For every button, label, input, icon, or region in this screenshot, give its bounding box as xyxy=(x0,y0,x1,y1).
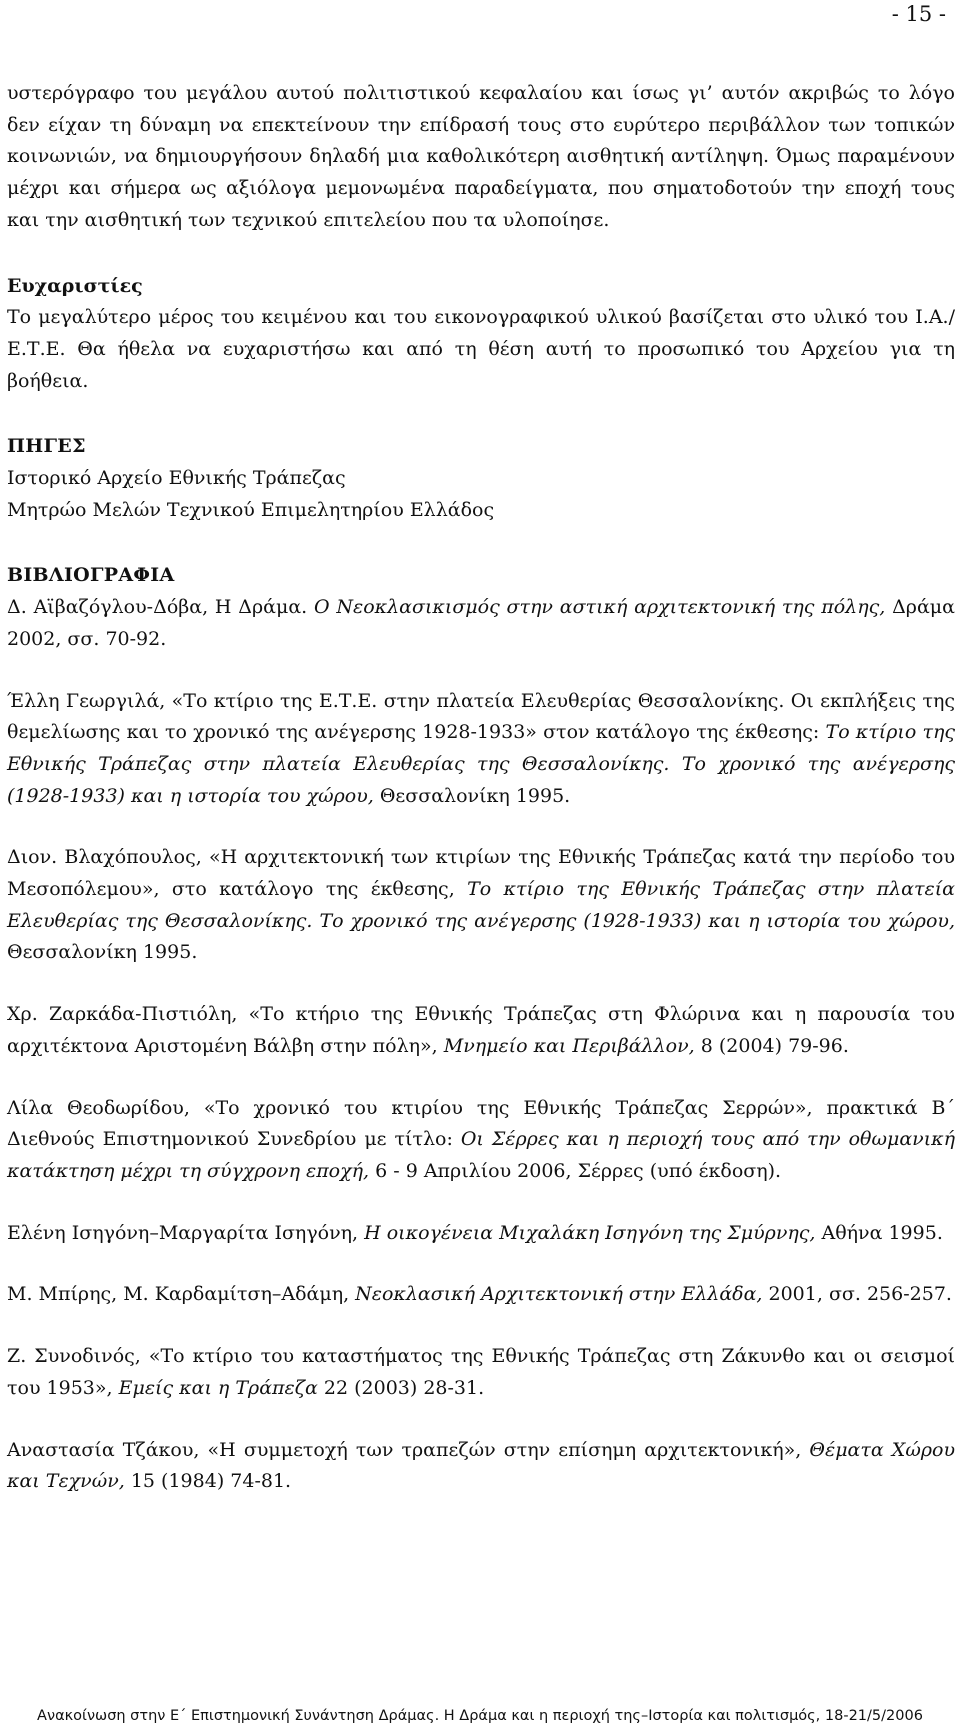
document-body xyxy=(7,78,955,1498)
entry-title: Μνημείο και Περιβάλλον, xyxy=(443,1034,695,1057)
bibliography-entry xyxy=(7,999,955,1062)
page-footer: Ανακοίνωση στην Ε΄ Επιστημονική Συνάντηση Δράμας. Η Δράμα και η περιοχή της–Ιστορία και πολιτισμός, 18-21/5/2006 xyxy=(37,1708,923,1724)
sources-heading: ΠΗΓΕΣ xyxy=(7,435,86,458)
bibliography-entry xyxy=(7,1279,955,1311)
entry-title: Η οικογένεια Μιχαλάκη Ισηγόνη της Σμύρνης, xyxy=(364,1221,816,1244)
entry-author: Χρ. Ζαρκάδα-Πιστιόλη, «Το κτήριο της Εθνικής Τράπεζας στη Φλώρινα και η παρουσία του αρχιτέκτονα Αριστομένη Βάλβη στην πόλη», xyxy=(7,1003,955,1057)
page-number: - 15 - xyxy=(891,2,946,26)
entry-title: Θέματα Χώρου και Τεχνών, xyxy=(7,1438,955,1493)
source-item: Μητρώο Μελών Τεχνικού Επιμελητηρίου Ελλάδος xyxy=(7,498,495,521)
entry-title: Εμείς και η Τράπεζα xyxy=(118,1376,318,1399)
bibliography-entry xyxy=(7,686,955,813)
acknowledgements-heading: Ευχαριστίες xyxy=(7,274,143,297)
entry-author: Μ. Μπίρης, Μ. Καρδαμίτση–Αδάμη, xyxy=(7,1283,356,1306)
bibliography-entry xyxy=(7,1093,955,1188)
intro-paragraph: υστερόγραφο του μεγάλου αυτού πολιτιστικού κεφαλαίου και ίσως γι’ αυτόν ακριβώς το λόγο δεν είχαν τη δύναμη να επεκτείνουν την επίδρασή τους στο ευρύτερο περιβάλλον των τοπικών κοινωνιών, να δημιουργήσουν δηλαδή μια καθολικότερη αισθητική αντίληψη. Όμως παραμένουν μέχρι και σήμερα ως αξιόλογα μεμονωμένα παραδείγματα, που σηματοδοτούν την εποχή τους και την αισθητική των τεχνικού επιτελείου που τα υλοποίησε. xyxy=(7,82,955,231)
entry-details: 8 (2004) 79-96. xyxy=(694,1034,849,1057)
bibliography-entry xyxy=(7,592,955,655)
bibliography-entry xyxy=(7,1435,955,1498)
acknowledgements-paragraph: Το μεγαλύτερο μέρος του κειμένου και του εικονογραφικού υλικού βασίζεται στο υλικό του Ι.Α./Ε.Τ.Ε. Θα ήθελα να ευχαριστήσω και από τη θέση αυτή το προσωπικό του Αρχείου για τη βοήθεια. xyxy=(7,306,955,392)
entry-author: Ελένη Ισηγόνη–Μαργαρίτα Ισηγόνη, xyxy=(7,1221,365,1244)
entry-title: Νεοκλασική Αρχιτεκτονική στην Ελλάδα, xyxy=(355,1283,763,1306)
entry-author: Αναστασία Τζάκου, «Η συμμετοχή των τραπεζών στην επίσημη αρχιτεκτονική», xyxy=(7,1438,810,1461)
bibliography-heading: ΒΙΒΛΙΟΓΡΑΦΙΑ xyxy=(7,564,175,587)
entry-details: 22 (2003) 28-31. xyxy=(317,1376,485,1399)
entry-author: Ζ. Συνοδινός, «Το κτίριο του καταστήματος της Εθνικής Τράπεζας στη Ζάκυνθο και οι σεισμοί του 1953», xyxy=(7,1345,955,1399)
entry-title: Το κτίριο της Εθνικής Τράπεζας στην πλατεία Ελευθερίας της Θεσσαλονίκης. Το χρονικό της ανέγερσης (1928-1933) και η ιστορία του χώρου, xyxy=(7,878,956,932)
entry-details: Αθήνα 1995. xyxy=(815,1221,943,1244)
entry-author: Διον. Βλαχόπουλος, «Η αρχιτεκτονική των κτιρίων της Εθνικής Τράπεζας κατά την περίοδο του Μεσοπόλεμου», στο κατάλογο της έκθεσης, xyxy=(7,846,955,901)
entry-title: Ο Νεοκλασικισμός στην αστική αρχιτεκτονική της πόλης, xyxy=(314,596,886,619)
entry-details: Θεσσαλονίκη 1995. xyxy=(7,941,198,964)
entry-author: Έλλη Γεωργιλά, «Το κτίριο της Ε.Τ.Ε. στην πλατεία Ελευθερίας Θεσσαλονίκης. Οι εκπλήξεις της θεμελίωσης και το χρονικό της ανέγερσης 1928-1933» στον κατάλογο της έκθεσης: xyxy=(7,689,955,744)
entry-details: Δράμα 2002, σσ. 70-92. xyxy=(7,596,955,650)
bibliography-entry xyxy=(7,1218,955,1250)
entry-author: Δ. Αϊβαζόγλου-Δόβα, Η Δράμα. xyxy=(7,596,315,619)
entry-title: Το κτίριο της Εθνικής Τράπεζας στην πλατεία Ελευθερίας της Θεσσαλονίκης. Το χρονικό της ανέγερσης (1928-1933) και η ιστορία του χώρου, xyxy=(7,721,955,807)
bibliography-entry xyxy=(7,1341,955,1404)
entry-author: Λίλα Θεοδωρίδου, «Το χρονικό του κτιρίου της Εθνικής Τράπεζας Σερρών», πρακτικά Β΄ Διεθνούς Επιστημονικού Συνεδρίου με τίτλο: xyxy=(7,1096,955,1151)
entry-title: Οι Σέρρες και η περιοχή τους από την οθωμανική κατάκτηση μέχρι τη σύγχρονη εποχή, xyxy=(7,1128,955,1182)
entry-details: 15 (1984) 74-81. xyxy=(124,1470,292,1493)
entry-details: 2001, σσ. 256-257. xyxy=(762,1283,952,1306)
entry-details: Θεσσαλονίκη 1995. xyxy=(373,784,571,807)
entry-details: 6 - 9 Απριλίου 2006, Σέρρες (υπό έκδοση). xyxy=(369,1159,782,1182)
bibliography-entry xyxy=(7,842,955,969)
source-item: Ιστορικό Αρχείο Εθνικής Τράπεζας xyxy=(7,467,346,490)
